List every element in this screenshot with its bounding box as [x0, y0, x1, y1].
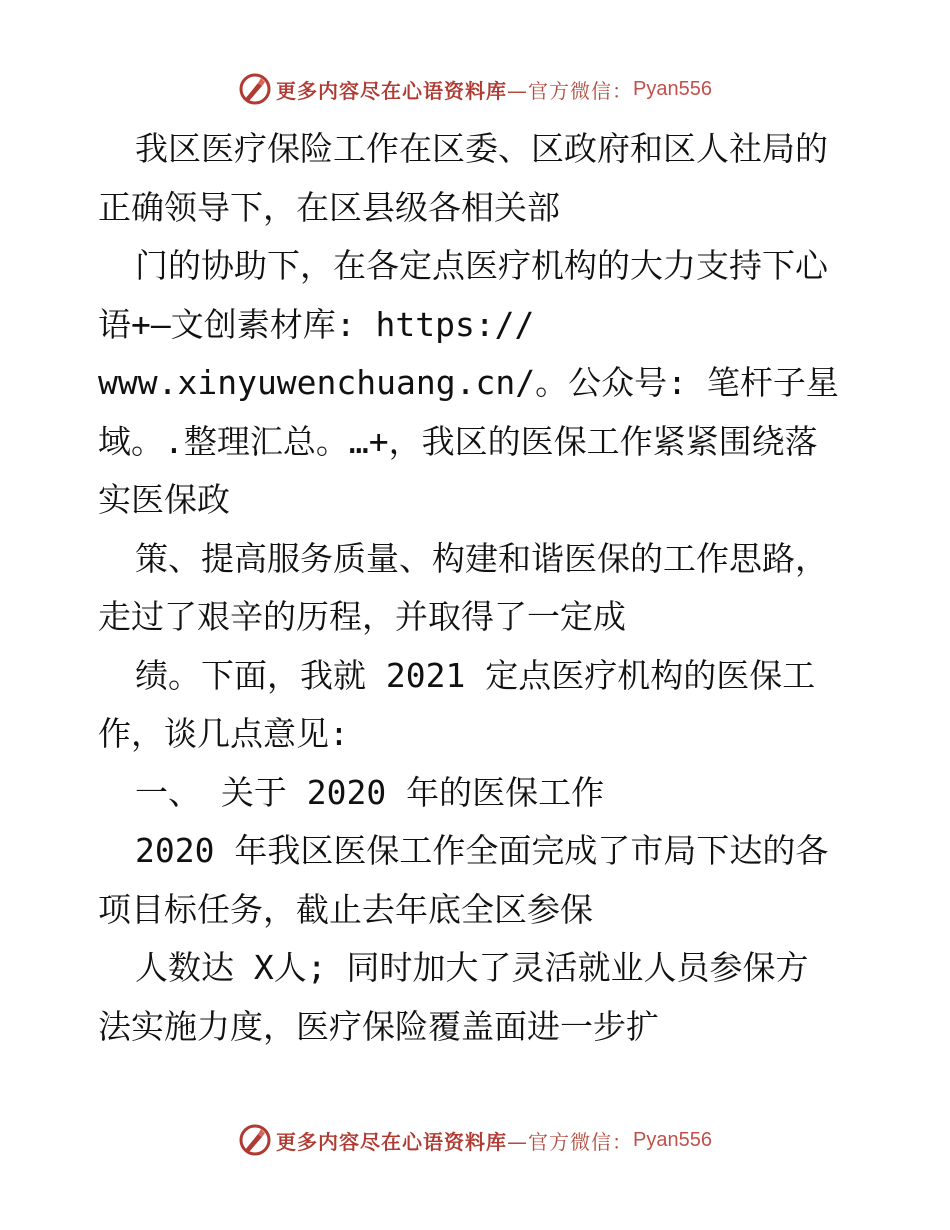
banner-main-text: 更多内容尽在心语资料库 [276, 78, 508, 103]
document-body [98, 120, 858, 1056]
text-line: 语+—文创素材库: https:// [98, 304, 535, 344]
header-watermark-banner [0, 72, 950, 106]
text-line: 策、提高服务质量、构建和谐医保的工作思路， [135, 538, 828, 578]
banner-wechat-label: —官方微信： [507, 78, 634, 103]
banner-wechat-label: —官方微信： [507, 1129, 634, 1154]
section-heading: 一、 关于 2020 年的医保工作 [135, 772, 605, 812]
banner-wechat-id: Pyan556 [633, 77, 712, 100]
text-line: www.xinyuwenchuang.cn/。公众号: 笔杆子星 [98, 363, 839, 402]
text-line: 正确领导下，在区县级各相关部 [98, 187, 560, 227]
banner-main-text: 更多内容尽在心语资料库 [276, 1129, 508, 1154]
footer-watermark-banner [0, 1123, 950, 1157]
text-line: 门的协助下，在各定点医疗机构的大力支持下心 [135, 246, 828, 285]
text-line: 作，谈几点意见: [98, 714, 349, 753]
text-line: 实医保政 [98, 480, 230, 519]
text-line: 域。.整理汇总。…+，我区的医保工作紧紧围绕落 [98, 421, 818, 461]
pen-logo-icon [238, 1123, 272, 1157]
text-line: 绩。下面，我就 2021 定点医疗机构的医保工 [135, 655, 816, 695]
text-line: 2020 年我区医保工作全面完成了市局下达的各 [135, 831, 829, 870]
text-line: 项目标任务，截止去年底全区参保 [98, 889, 593, 929]
pen-logo-icon [238, 72, 272, 106]
banner-wechat-id: Pyan556 [633, 1128, 712, 1151]
text-line: 走过了艰辛的历程，并取得了一定成 [98, 597, 626, 636]
text-line: 人数达 X人; 同时加大了灵活就业人员参保方 [135, 948, 809, 987]
text-line: 我区医疗保险工作在区委、区政府和区人社局的 [135, 129, 828, 168]
text-line: 法实施力度，医疗保险覆盖面进一步扩 [98, 1006, 659, 1046]
